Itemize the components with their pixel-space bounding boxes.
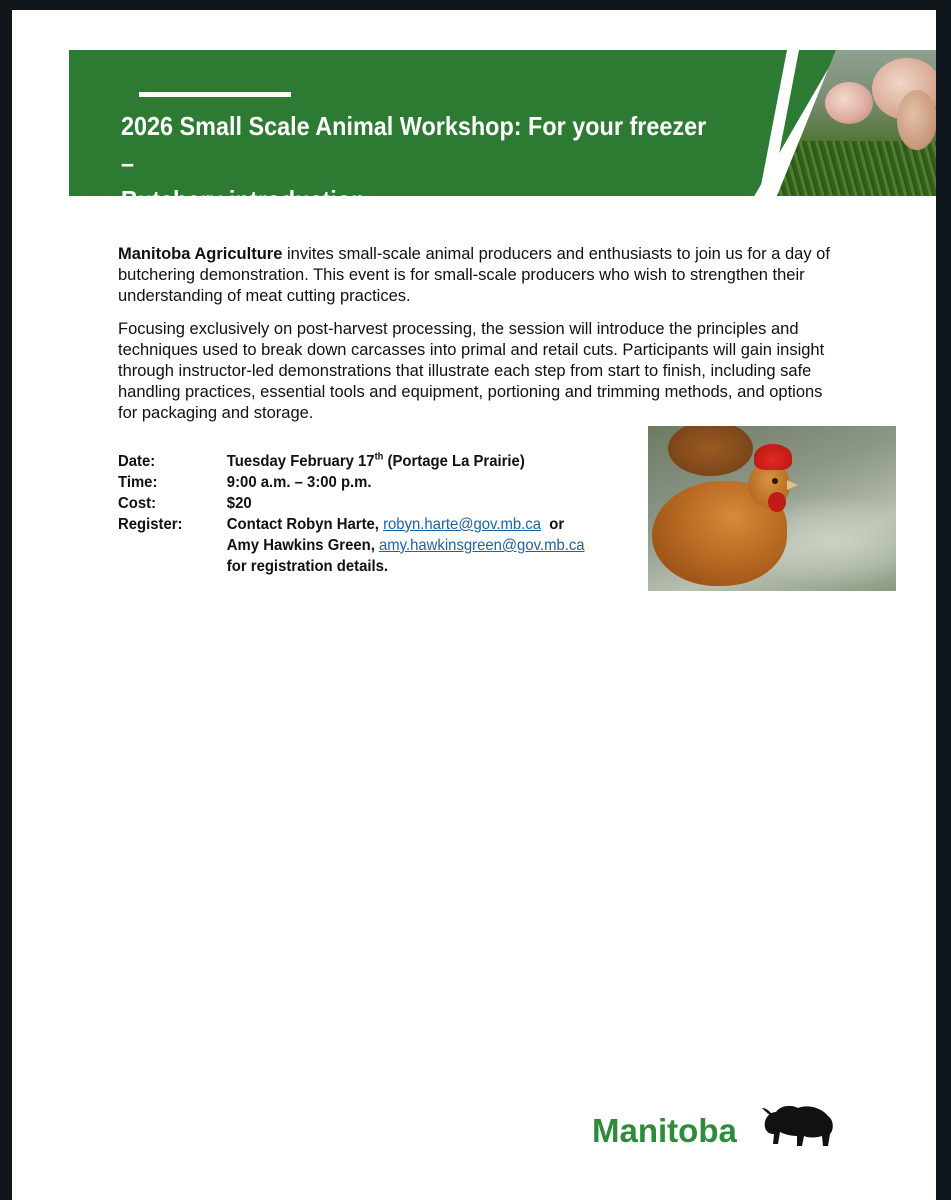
hen-comb: [754, 444, 792, 470]
page-title: 2026 Small Scale Animal Workshop: For your freezer – Butchery introduction: [121, 111, 707, 215]
email-link-amy[interactable]: amy.hawkinsgreen@gov.mb.ca: [378, 537, 585, 554]
intro-text: [118, 244, 838, 436]
hen-wattle: [768, 492, 786, 512]
hen-eye: [772, 478, 778, 484]
intro-paragraph-1: [118, 244, 838, 307]
date-main: Tuesday February 17: [226, 453, 375, 470]
date-location: (Portage La Prairie): [383, 453, 525, 470]
date-ordinal: th: [374, 451, 384, 463]
contact-2-name: Amy Hawkins Green,: [226, 537, 379, 554]
pig-small: [825, 82, 873, 124]
chicken-photo: [648, 426, 896, 591]
cost-value: $20: [226, 495, 252, 512]
bison-icon: [760, 1100, 836, 1150]
pig-right: [897, 90, 936, 150]
date-label: Date:: [118, 453, 156, 470]
registration-note: for registration details.: [226, 558, 389, 575]
organization-name: Manitoba Agriculture: [118, 245, 283, 263]
hen-beak: [787, 480, 798, 490]
register-row: [118, 514, 620, 535]
register-label: Register:: [118, 516, 183, 533]
time-value: 9:00 a.m. – 3:00 p.m.: [226, 474, 372, 491]
time-label: Time:: [118, 474, 158, 491]
header-banner: [69, 50, 936, 215]
register-label-spacer: [118, 535, 227, 556]
intro-paragraph-1-text: invites small-scale animal producers and enthusiasts to join us for a day of butchering demonstration. This event is for small-scale producers who wish to strengthen their understanding of meat cutting practices.: [118, 245, 830, 305]
date-value: [227, 451, 620, 472]
banner-rule: [139, 92, 291, 97]
event-details: [118, 451, 658, 577]
email-link-robyn[interactable]: robyn.harte@gov.mb.ca: [383, 516, 541, 533]
intro-paragraph-2: Focusing exclusively on post-harvest processing, the session will introduce the principles and techniques used to break down carcasses into primal and retail cuts. Participants will gain insight through instructor-led demonstrations that illustrate each step from start to finish, including safe handling practices, essential tools and equipment, portioning and trimming methods, and options for packaging and storage.: [118, 320, 825, 422]
contact-1-name: Contact Robyn Harte,: [226, 516, 384, 533]
background-hen: [668, 426, 753, 476]
cost-label: Cost:: [118, 495, 157, 512]
cost-row: [118, 493, 620, 514]
manitoba-logo: [592, 1100, 842, 1160]
contact-or: or: [540, 516, 565, 533]
register-row-3: [118, 556, 620, 577]
document-page: [12, 10, 936, 1200]
time-row: [118, 472, 620, 493]
logo-wordmark: Manitoba: [592, 1112, 737, 1149]
register-value-2: [227, 535, 620, 556]
date-row: [118, 451, 620, 472]
register-row-2: [118, 535, 620, 556]
register-value: [227, 514, 620, 535]
register-label-spacer-2: [118, 556, 227, 577]
